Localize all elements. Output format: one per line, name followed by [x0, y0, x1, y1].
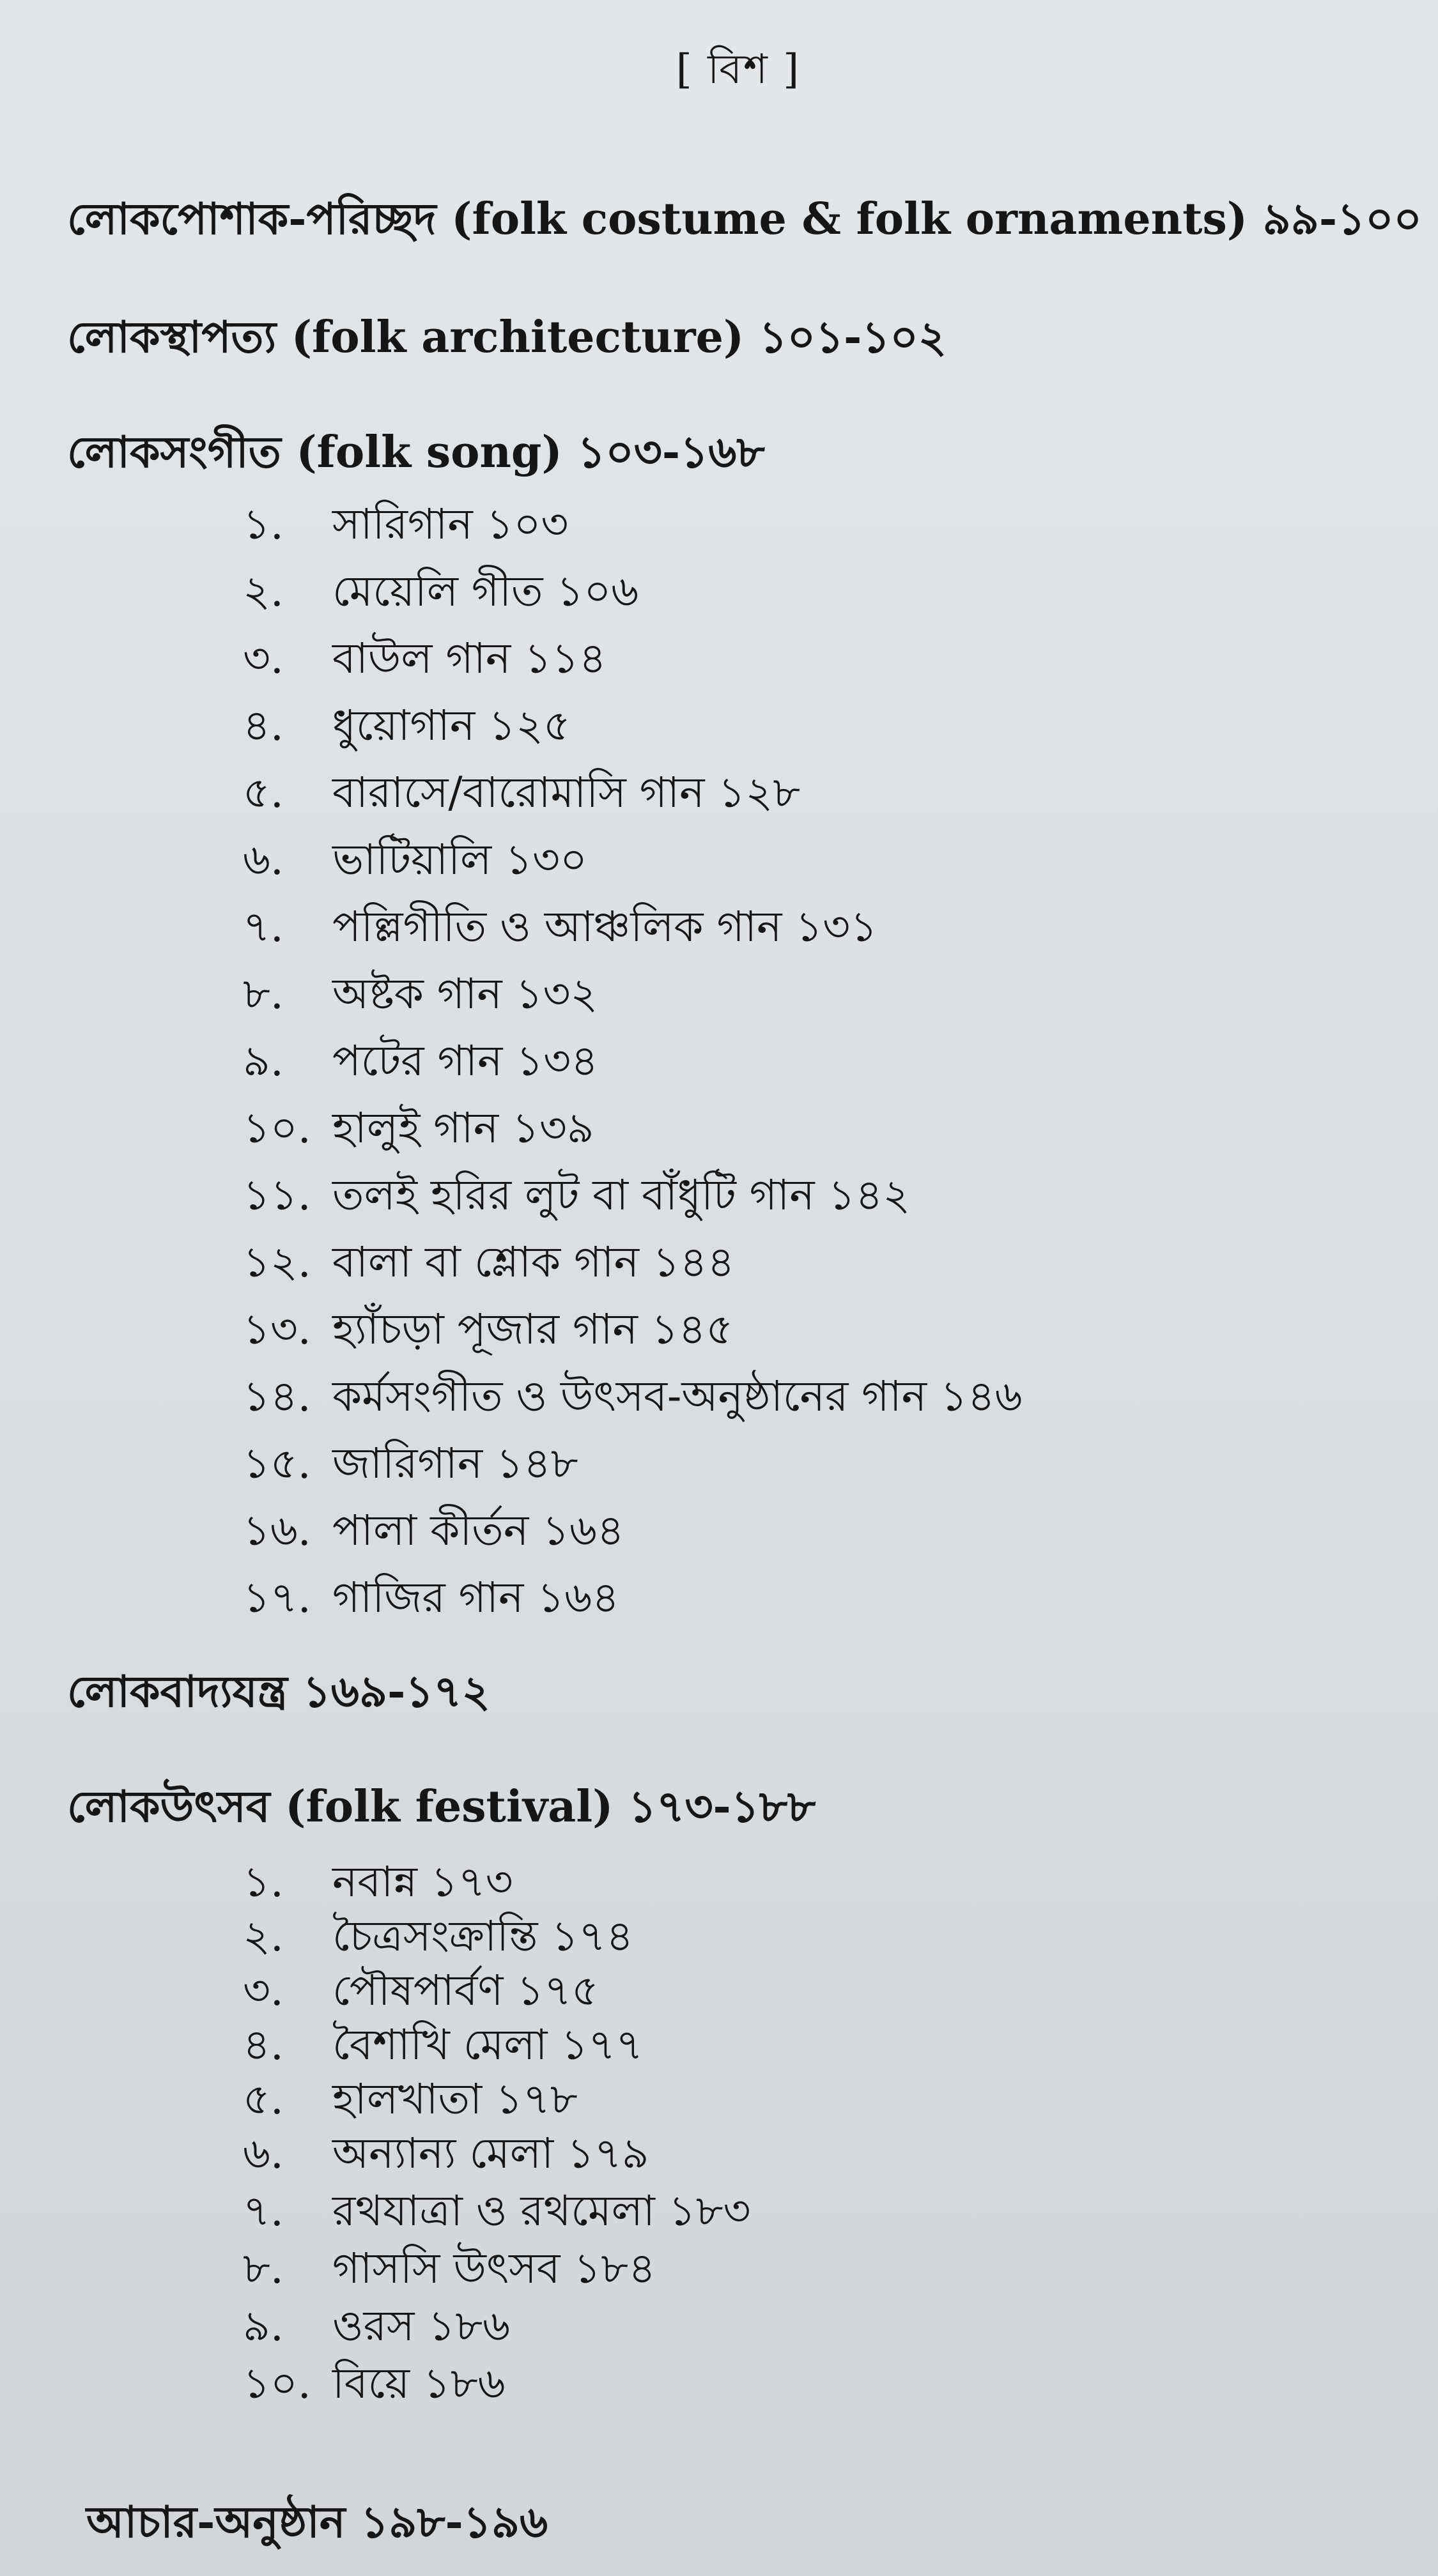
- book-page: [ বিশ ] লোকপোশাক-পরিচ্ছদ (folk costume & folk ornaments) ৯৯-১০০ লোকস্থাপত্য (folk architecture) ১০১-১০২ লোকসংগীত (folk song) ১০৩-১৬৮ ১. সারিগান ১০৩ ২. মেয়েলি গীত ১০৬ ৩. বাউল গান ১১৪ ৪. ধুয়োগান ১২৫ ৫. বারাসে/বারোমাসি গান ১২৮ ৬. ভাটিয়ালি ১৩০ ৭. পল্লিগীতি ও আঞ্চলিক গান ১৩১ ৮. অষ্টক গান ১৩২ ৯. পটের গান ১৩৪ ১০. হালুই গান ১৩৯ ১১. তলই হরির লুট বা বাঁধুটি গান ১৪২ ১২. বালা বা শ্লোক গান ১৪৪ ১৩. হ্যাঁচড়া পূজার গান ১৪৫ ১৪. কর্মসংগীত ও উৎসব-অনুষ্ঠানের গান ১৪৬ ১৫. জারিগান ১৪৮ ১৬. পালা কীর্তন ১৬৪ ১৭. গাজির গান ১৬৪ লোকবাদ্যযন্ত্র ১৬৯-১৭২ লোকউৎসব (folk festival) ১৭৩-১৮৮ ১. নবান্ন ১৭৩ ২. চৈত্রসংক্রান্তি ১৭৪ ৩. পৌষপার্বণ ১৭৫ ৪. বৈশাখি মেলা ১৭৭ ৫. হালখাতা ১৭৮ ৬. অন্যান্য মেলা ১৭৯ ৭. রথযাত্রা ও রথমেলা ১৮৩ ৮. গাসসি উৎসব ১৮৪ ৯. ওরস ১৮৬ ১০. বিয়ে ১৮৬ আচার-অনুষ্ঠান ১৯৮-১৯৬: [0, 0, 1438, 2576]
- section-heading-architecture: লোকস্থাপত্য (folk architecture) ১০১-১০২: [67, 312, 947, 363]
- section-heading-instruments: লোকবাদ্যযন্ত্র ১৬৯-১৭২: [67, 1666, 490, 1717]
- section-heading-rituals: আচার-অনুষ্ঠান ১৯৮-১৯৬: [86, 2497, 548, 2548]
- page-number-header: [ বিশ ]: [676, 46, 801, 93]
- section-heading-festival: লোকউৎসব (folk festival) ১৭৩-১৮৮: [67, 1781, 816, 1832]
- section-heading-costume: লোকপোশাক-পরিচ্ছদ (folk costume & folk ornaments) ৯৯-১০০: [67, 194, 1422, 245]
- section-heading-folk-song: লোকসংগীত (folk song) ১০৩-১৬৮: [67, 427, 765, 478]
